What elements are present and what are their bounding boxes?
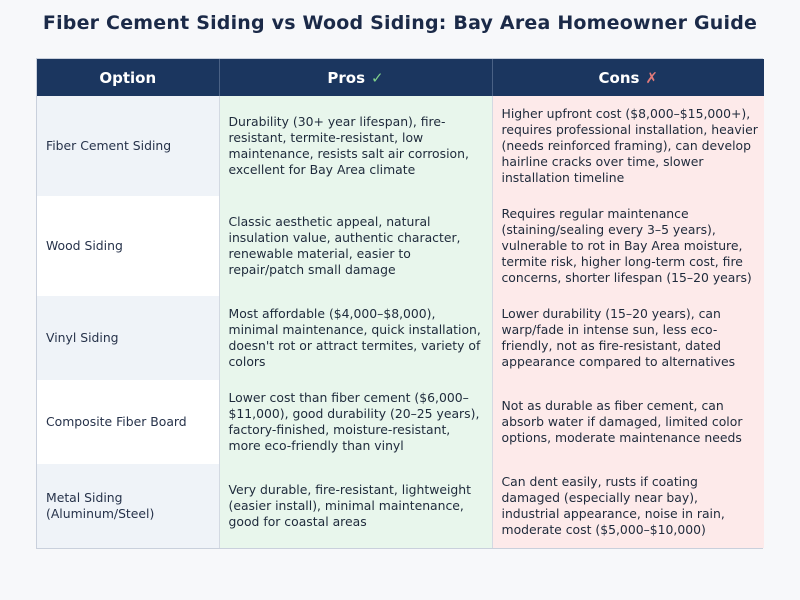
column-header-option <box>37 59 219 96</box>
check-icon: ✓ <box>371 68 384 87</box>
cons-cell: Not as durable as fiber cement, can absorb water if damaged, limited color options, moderate maintenance needs <box>492 380 764 464</box>
cross-icon: ✗ <box>645 68 658 87</box>
cons-cell: Lower durability (15–20 years), can warp/fade in intense sun, less eco-friendly, not as fire-resistant, dated appearance compared to alternatives <box>492 296 764 380</box>
pros-cell: Lower cost than fiber cement ($6,000–$11,000), good durability (20–25 years), factory-finished, moisture-resistant, more eco-friendly than vinyl <box>219 380 492 464</box>
column-header-cons <box>492 59 764 96</box>
cons-cell: Requires regular maintenance (staining/sealing every 3–5 years), vulnerable to rot in Bay Area moisture, termite risk, higher long-term cost, fire concerns, shorter lifespan (15–20 years) <box>492 196 764 296</box>
pros-cell: Very durable, fire-resistant, lightweight (easier install), minimal maintenance, good for coastal areas <box>219 464 492 548</box>
column-header-option-label: Option <box>99 68 157 87</box>
column-header-pros <box>219 59 492 96</box>
option-cell: Metal Siding (Aluminum/Steel) <box>37 464 219 548</box>
comparison-table <box>37 59 764 548</box>
table-row <box>37 96 764 196</box>
column-header-cons-label: Cons <box>598 68 640 87</box>
comparison-table-container <box>36 58 763 549</box>
table-row <box>37 296 764 380</box>
cons-cell: Can dent easily, rusts if coating damaged (especially near bay), industrial appearance, noise in rain, moderate cost ($5,000–$10,000) <box>492 464 764 548</box>
option-cell: Fiber Cement Siding <box>37 96 219 196</box>
table-row <box>37 196 764 296</box>
option-cell: Composite Fiber Board <box>37 380 219 464</box>
pros-cell: Classic aesthetic appeal, natural insulation value, authentic character, renewable material, easier to repair/patch small damage <box>219 196 492 296</box>
option-cell: Wood Siding <box>37 196 219 296</box>
pros-cell: Most affordable ($4,000–$8,000), minimal maintenance, quick installation, doesn't rot or attract termites, variety of colors <box>219 296 492 380</box>
option-cell: Vinyl Siding <box>37 296 219 380</box>
cons-cell: Higher upfront cost ($8,000–$15,000+), requires professional installation, heavier (needs reinforced framing), can develop hairline cracks over time, slower installation timeline <box>492 96 764 196</box>
page-title: Fiber Cement Siding vs Wood Siding: Bay Area Homeowner Guide <box>42 12 758 34</box>
table-header-row <box>37 59 764 96</box>
pros-cell: Durability (30+ year lifespan), fire-resistant, termite-resistant, low maintenance, resists salt air corrosion, excellent for Bay Area climate <box>219 96 492 196</box>
column-header-pros-label: Pros <box>327 68 366 87</box>
table-row <box>37 464 764 548</box>
table-row <box>37 380 764 464</box>
